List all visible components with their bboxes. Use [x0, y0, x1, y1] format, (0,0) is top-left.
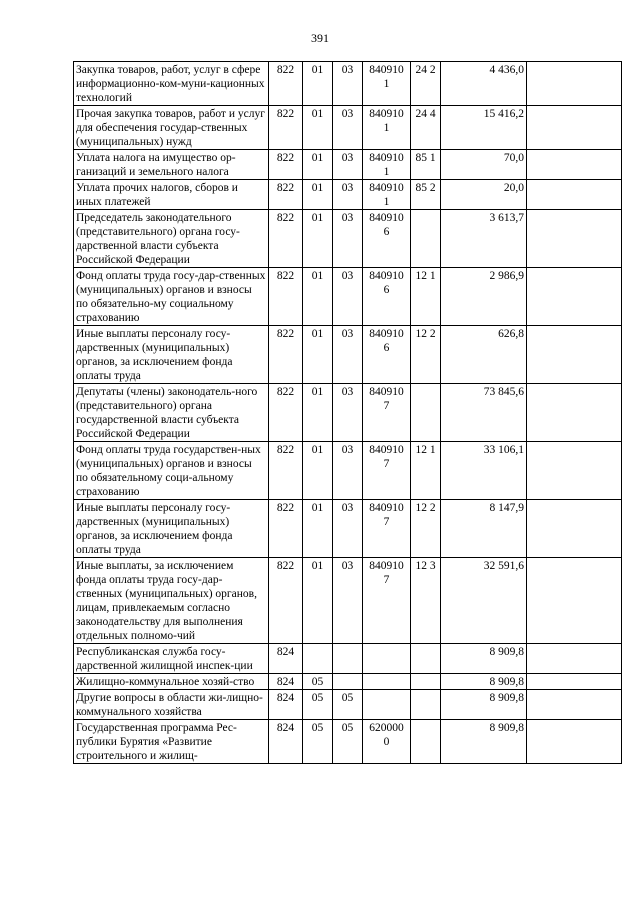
row-expense-type: 24 2 — [411, 62, 441, 106]
row-amount: 8 909,8 — [441, 720, 527, 764]
row-subsection-code: 03 — [333, 500, 363, 558]
row-section-code: 01 — [303, 106, 333, 150]
table-row — [74, 442, 622, 500]
row-target-article: 840910 6 — [363, 210, 411, 268]
table-row — [74, 210, 622, 268]
row-subsection-code: 03 — [333, 106, 363, 150]
row-target-article: 840910 6 — [363, 326, 411, 384]
row-name: Фонд оплаты труда госу-дар-ственных (муниципальных) органов и взносы по обязательно-му социальному страхованию — [74, 268, 269, 326]
row-ministry-code: 822 — [269, 180, 303, 210]
row-expense-type: 12 2 — [411, 500, 441, 558]
row-extra — [527, 180, 622, 210]
row-subsection-code — [333, 674, 363, 690]
row-ministry-code: 822 — [269, 210, 303, 268]
row-ministry-code: 824 — [269, 644, 303, 674]
row-amount: 20,0 — [441, 180, 527, 210]
row-name: Другие вопросы в области жи-лищно-коммунального хозяйства — [74, 690, 269, 720]
row-expense-type: 12 2 — [411, 326, 441, 384]
row-amount: 73 845,6 — [441, 384, 527, 442]
budget-table — [73, 61, 622, 764]
row-name: Уплата прочих налогов, сборов и иных платежей — [74, 180, 269, 210]
row-expense-type — [411, 690, 441, 720]
row-expense-type — [411, 674, 441, 690]
row-section-code: 01 — [303, 384, 333, 442]
row-extra — [527, 268, 622, 326]
row-amount: 8 909,8 — [441, 674, 527, 690]
row-name: Прочая закупка товаров, работ и услуг для обеспечения государ-ственных (муниципальных) нужд — [74, 106, 269, 150]
row-ministry-code: 822 — [269, 62, 303, 106]
row-amount: 626,8 — [441, 326, 527, 384]
row-expense-type: 12 1 — [411, 268, 441, 326]
row-subsection-code: 05 — [333, 690, 363, 720]
row-subsection-code: 03 — [333, 62, 363, 106]
row-ministry-code: 822 — [269, 106, 303, 150]
row-amount: 8 147,9 — [441, 500, 527, 558]
row-target-article: 840910 7 — [363, 558, 411, 644]
row-name: Фонд оплаты труда государствен-ных (муниципальных) органов и взносы по обязательному соци-альному страхованию — [74, 442, 269, 500]
row-target-article — [363, 674, 411, 690]
row-section-code: 01 — [303, 326, 333, 384]
row-section-code: 01 — [303, 558, 333, 644]
row-expense-type: 12 3 — [411, 558, 441, 644]
row-name: Жилищно-коммунальное хозяй-ство — [74, 674, 269, 690]
row-name: Закупка товаров, работ, услуг в сфере информационно-ком-муни-кационных технологий — [74, 62, 269, 106]
page-number: 391 — [311, 31, 329, 45]
row-target-article: 840910 1 — [363, 62, 411, 106]
row-ministry-code: 822 — [269, 558, 303, 644]
row-section-code: 05 — [303, 674, 333, 690]
row-target-article: 840910 1 — [363, 150, 411, 180]
row-amount: 8 909,8 — [441, 644, 527, 674]
row-amount: 8 909,8 — [441, 690, 527, 720]
row-expense-type: 12 1 — [411, 442, 441, 500]
row-target-article: 840910 7 — [363, 384, 411, 442]
table-row — [74, 558, 622, 644]
table-row — [74, 62, 622, 106]
row-expense-type: 85 2 — [411, 180, 441, 210]
row-subsection-code: 03 — [333, 326, 363, 384]
row-name: Республиканская служба госу-дарственной жилищной инспек-ции — [74, 644, 269, 674]
row-subsection-code: 03 — [333, 384, 363, 442]
row-ministry-code: 822 — [269, 500, 303, 558]
row-name: Иные выплаты персоналу госу-дарственных (муниципальных) органов, за исключением фонда оплаты труда — [74, 326, 269, 384]
table-row — [74, 384, 622, 442]
row-amount: 3 613,7 — [441, 210, 527, 268]
row-extra — [527, 674, 622, 690]
row-extra — [527, 690, 622, 720]
row-extra — [527, 442, 622, 500]
row-extra — [527, 384, 622, 442]
row-expense-type: 24 4 — [411, 106, 441, 150]
row-expense-type: 85 1 — [411, 150, 441, 180]
row-amount: 33 106,1 — [441, 442, 527, 500]
row-extra — [527, 644, 622, 674]
row-expense-type — [411, 644, 441, 674]
row-section-code: 01 — [303, 62, 333, 106]
table-row — [74, 150, 622, 180]
table-row — [74, 326, 622, 384]
row-ministry-code: 824 — [269, 690, 303, 720]
row-section-code: 01 — [303, 210, 333, 268]
row-extra — [527, 558, 622, 644]
row-target-article — [363, 644, 411, 674]
row-subsection-code: 05 — [333, 720, 363, 764]
row-ministry-code: 822 — [269, 150, 303, 180]
table-row — [74, 690, 622, 720]
row-extra — [527, 500, 622, 558]
row-section-code: 05 — [303, 690, 333, 720]
row-ministry-code: 822 — [269, 384, 303, 442]
row-subsection-code: 03 — [333, 150, 363, 180]
row-target-article: 840910 7 — [363, 442, 411, 500]
row-subsection-code: 03 — [333, 442, 363, 500]
row-name: Уплата налога на имущество ор-ганизаций и земельного налога — [74, 150, 269, 180]
row-name: Депутаты (члены) законодатель-ного (представительного) органа государственной власти субъекта Российской Федерации — [74, 384, 269, 442]
row-name: Иные выплаты, за исключением фонда оплаты труда госу-дар-ственных (муниципальных) органов, лицам, привлекаемым согласно законодательству для выполнения отдельных полномо-чий — [74, 558, 269, 644]
row-section-code: 01 — [303, 150, 333, 180]
row-subsection-code: 03 — [333, 180, 363, 210]
row-expense-type — [411, 384, 441, 442]
row-target-article: 840910 6 — [363, 268, 411, 326]
row-ministry-code: 822 — [269, 268, 303, 326]
table-row — [74, 644, 622, 674]
row-ministry-code: 822 — [269, 442, 303, 500]
table-row — [74, 674, 622, 690]
row-extra — [527, 210, 622, 268]
row-amount: 32 591,6 — [441, 558, 527, 644]
row-extra — [527, 106, 622, 150]
row-expense-type — [411, 210, 441, 268]
row-target-article: 620000 0 — [363, 720, 411, 764]
row-subsection-code: 03 — [333, 210, 363, 268]
row-subsection-code: 03 — [333, 558, 363, 644]
row-subsection-code: 03 — [333, 268, 363, 326]
row-section-code: 05 — [303, 720, 333, 764]
row-amount: 2 986,9 — [441, 268, 527, 326]
row-expense-type — [411, 720, 441, 764]
row-amount: 15 416,2 — [441, 106, 527, 150]
row-extra — [527, 62, 622, 106]
table-row — [74, 268, 622, 326]
row-section-code: 01 — [303, 442, 333, 500]
row-extra — [527, 150, 622, 180]
row-ministry-code: 822 — [269, 326, 303, 384]
row-target-article: 840910 1 — [363, 106, 411, 150]
row-ministry-code: 824 — [269, 674, 303, 690]
table-row — [74, 500, 622, 558]
row-target-article: 840910 1 — [363, 180, 411, 210]
table-row — [74, 180, 622, 210]
row-name: Государственная программа Рес-публики Бурятия «Развитие строительного и жилищ- — [74, 720, 269, 764]
row-name: Иные выплаты персоналу госу-дарственных (муниципальных) органов, за исключением фонда оплаты труда — [74, 500, 269, 558]
row-target-article — [363, 690, 411, 720]
table-row — [74, 106, 622, 150]
row-amount: 4 436,0 — [441, 62, 527, 106]
row-section-code: 01 — [303, 268, 333, 326]
row-extra — [527, 326, 622, 384]
row-section-code — [303, 644, 333, 674]
row-target-article: 840910 7 — [363, 500, 411, 558]
row-ministry-code: 824 — [269, 720, 303, 764]
table-row — [74, 720, 622, 764]
row-section-code: 01 — [303, 180, 333, 210]
row-section-code: 01 — [303, 500, 333, 558]
row-extra — [527, 720, 622, 764]
row-name: Председатель законодательного (представительного) органа госу-дарственной власти субъекта Российской Федерации — [74, 210, 269, 268]
row-amount: 70,0 — [441, 150, 527, 180]
row-subsection-code — [333, 644, 363, 674]
